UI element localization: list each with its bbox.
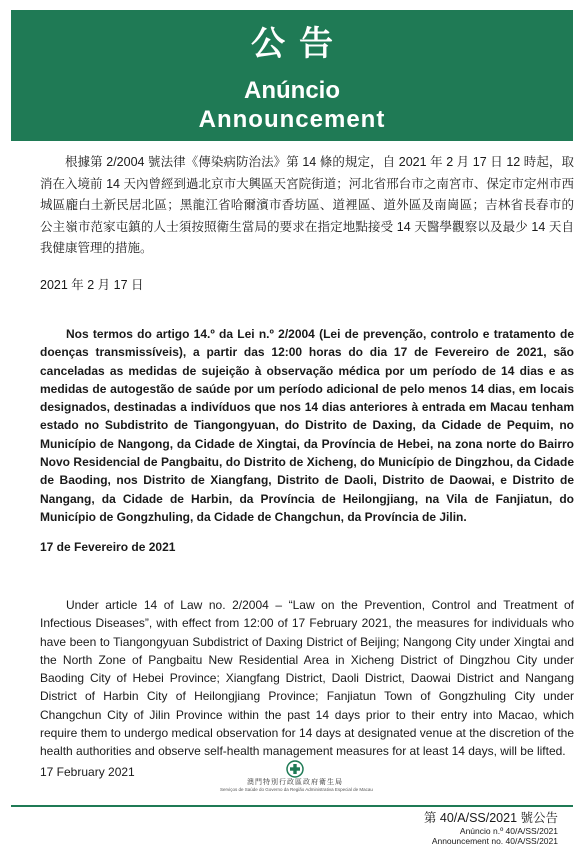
date-en: 17 February 2021 (40, 765, 135, 779)
health-bureau-logo (220, 760, 373, 800)
reference-pt: Anúncio n.º 40/A/SS/2021 (459, 826, 558, 836)
logo-name-zh: 澳門特別行政區政府衛生局 (247, 779, 343, 786)
date-pt: 17 de Fevereiro de 2021 (40, 540, 176, 554)
body-en: Under article 14 of Law no. 2/2004 – “Law on the Prevention, Control and Treatment of Infectious Diseases”, with effect from 12:00 of 17 February 2021, the measures for individuals who have been to Tiangongyuan Subdistrict of Daxing District of Beijing; Nangong City under Xingtai and the North Zone of Pangbaitu New Residential Area in Xicheng District of Dingzhou City under Baoding City of Hebei Province; Xiangfang District, Daoli District, Daowai District and Nangang District of Harbin City of Heilongjiang Province; Fanjiatun Town of Gongzhuling City under Changchun City of Jilin Province within the past 14 days prior to their entry into Macao, which require them to undergo medical observation for 14 days at designated venue at the discretion of the health authorities and observe self-health management measures for at least 14 days, will be lifted. (40, 598, 574, 759)
title-pt: Anúncio (244, 77, 340, 104)
logo-name-pt: Serviços de Saúde do Governo da Região Administrativa Especial de Macau (220, 787, 373, 792)
body-zh: 根據第 2/2004 號法律《傳染病防治法》第 14 條的規定，自 2021 年 2 月 17 日 12 時起，取消在入境前 14 天內曾經到過北京市大興區天宮院街道；河北省邢台市之南宮市、保定市定州市西城區龐白土新民居北區；黑龍江省哈爾濱市香坊區、道裡區、道外區及南崗區；吉林省長春市的公主嶺市范家屯鎮的人士須按照衛生當局的要求在指定地點接受 14 天醫學觀察以及最少 14 天自我健康管理的措施。 (40, 155, 574, 255)
footer-divider (11, 805, 573, 807)
date-zh: 2021 年 2 月 17 日 (40, 278, 144, 292)
body-pt: Nos termos do artigo 14.º da Lei n.º 2/2004 (Lei de prevenção, controlo e tratamento de doenças transmissíveis), a partir das 12:00 horas do dia 17 de Fevereiro de 2021, são canceladas as medidas de sujeição à observação médica por um período de 14 dias e as medidas de autogestão de saúde por um período adicional de pelo menos 14 dias, em locais designados, destinadas a indivíduos que nos 14 dias anteriores à entrada em Macau tenham estado no Subdistrito de Tiangongyuan, do Distrito de Daxing, da Cidade de Pequim, no Município de Nangong, da Cidade de Xingtai, da Província de Hebei, na zona norte do Bairro Novo Residencial de Pangbaitu, do Distrito de Xicheng, do Município de Dingzhou, da Cidade de Baoding, nos Distrito de Xiangfang, Distrito de Daoli, Distrito de Daowai, e Distrito de Nangang, da Cidade de Harbin, da Província de Heilongjiang, na Vila de Fanjiatun, do Município de Gongzhuling, da Cidade de Changchun, da Província de Jilin. (40, 327, 574, 524)
title-zh: 公告 (251, 25, 347, 63)
reference-zh: 第 40/A/SS/2021 號公告 (423, 811, 558, 825)
health-bureau-emblem-icon (285, 760, 305, 778)
announcement-header (11, 10, 573, 141)
reference-en: Announcement no. 40/A/SS/2021 (431, 836, 558, 846)
title-en: Announcement (198, 106, 386, 133)
